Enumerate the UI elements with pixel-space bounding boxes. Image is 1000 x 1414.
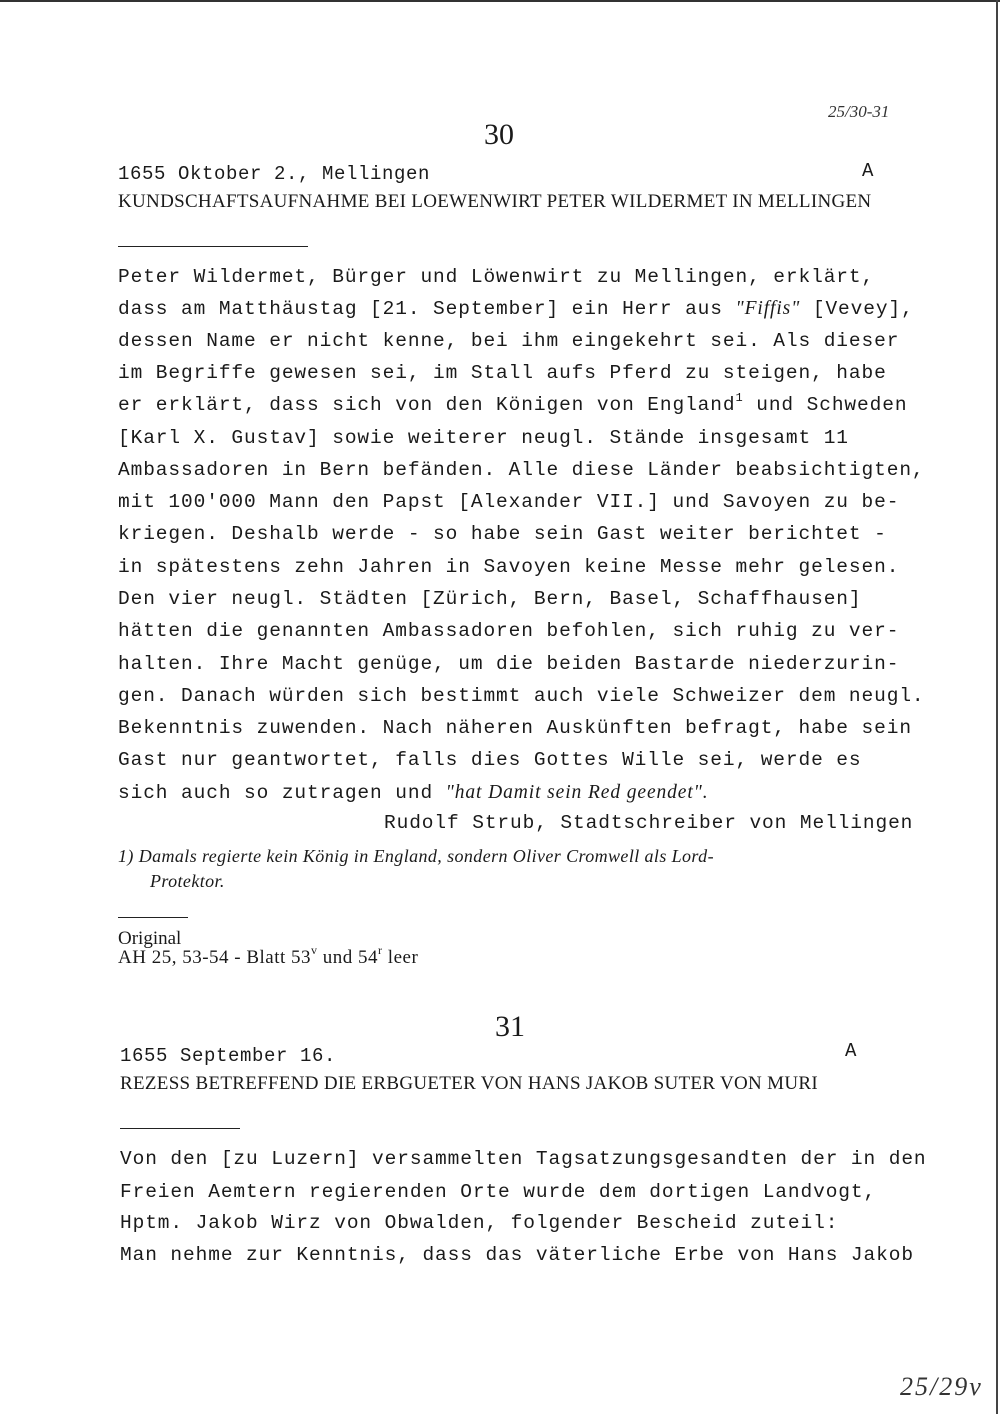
page-right-border [996, 0, 998, 1414]
title-divider [120, 1128, 240, 1129]
signature: Rudolf Strub, Stadtschreiber von Mellingen [384, 812, 914, 834]
archive-reference: 25/30-31 [828, 102, 890, 121]
body-line: dass am Matthäustag [21. September] ein Herr aus "Fiffis" [Vevey], [118, 298, 914, 320]
source-reference: AH 25, 53-54 - Blatt 53$^v$ und 54$^r$ leer [118, 943, 419, 968]
body-line: Man nehme zur Kenntnis, dass das väterliche Erbe von Hans Jakob [120, 1244, 914, 1266]
body-line: [Karl X. Gustav] sowie weiterer neugl. Stände insgesamt 11 [118, 427, 849, 449]
footnote-marker: 1 [735, 391, 744, 405]
body-line: gen. Danach würden sich bestimmt auch viele Schweizer dem neugl. [118, 685, 925, 707]
body-line: Freien Aemtern regierenden Orte wurde dem dortigen Landvogt, [120, 1181, 877, 1203]
document-date: 1655 September 16. [120, 1045, 337, 1067]
document-number-31: 31 [495, 1010, 525, 1043]
body-line: Peter Wildermet, Bürger und Löwenwirt zu Mellingen, erklärt, [118, 266, 875, 288]
body-line: hätten die genannten Ambassadoren befohlen, sich ruhig zu ver- [118, 620, 900, 642]
body-line: halten. Ihre Macht genüge, um die beiden Bastarde niederzurin- [118, 653, 900, 675]
document-date-place: 1655 Oktober 2., Mellingen [118, 163, 431, 185]
page-top-border [0, 0, 1000, 2]
body-line: Bekenntnis zuwenden. Nach näheren Auskünften befragt, habe sein [118, 717, 912, 739]
document-category-letter: A [862, 160, 875, 182]
body-line: er erklärt, dass sich von den Königen von England$^1$ und Schweden [118, 391, 908, 416]
footnote-continuation: Protektor. [150, 871, 225, 891]
body-line: Von den [zu Luzern] versammelten Tagsatzungsgesandten der in den [120, 1148, 927, 1170]
document-number-30: 30 [484, 118, 514, 151]
body-line: in spätestens zehn Jahren in Savoyen keine Messe mehr gelesen. [118, 556, 900, 578]
body-line: Gast nur geantwortet, falls dies Gottes Wille sei, werde es [118, 749, 862, 771]
footnote: 1) Damals regierte kein König in England, sondern Oliver Cromwell als Lord- [118, 846, 714, 866]
body-line: mit 100'000 Mann den Papst [Alexander VII.] und Savoyen zu be- [118, 491, 900, 513]
document-title: KUNDSCHAFTSAUFNAHME BEI LOEWENWIRT PETER WILDERMET IN MELLINGEN [118, 191, 872, 212]
body-line: im Begriffe gewesen sei, im Stall aufs Pferd zu steigen, habe [118, 362, 887, 384]
body-line: sich auch so zutragen und "hat Damit sein Red geendet". [118, 782, 709, 804]
source-label: Original [118, 928, 182, 949]
document-category-letter: A [845, 1040, 858, 1062]
body-line: Den vier neugl. Städten [Zürich, Bern, Basel, Schaffhausen] [118, 588, 862, 610]
document-title: REZESS BETREFFEND DIE ERBGUETER VON HANS JAKOB SUTER VON MURI [120, 1073, 818, 1094]
body-line: kriegen. Deshalb werde - so habe sein Gast weiter berichtet - [118, 523, 887, 545]
source-divider [118, 917, 188, 918]
body-line: dessen Name er nicht kenne, bei ihm eingekehrt sei. Als dieser [118, 330, 900, 352]
title-divider [118, 246, 308, 247]
body-line: Hptm. Jakob Wirz von Obwalden, folgender Bescheid zuteil: [120, 1212, 839, 1234]
body-line: Ambassadoren in Bern befänden. Alle diese Länder beabsichtigten, [118, 459, 925, 481]
handwritten-folio-note: 25/29v [900, 1372, 983, 1401]
